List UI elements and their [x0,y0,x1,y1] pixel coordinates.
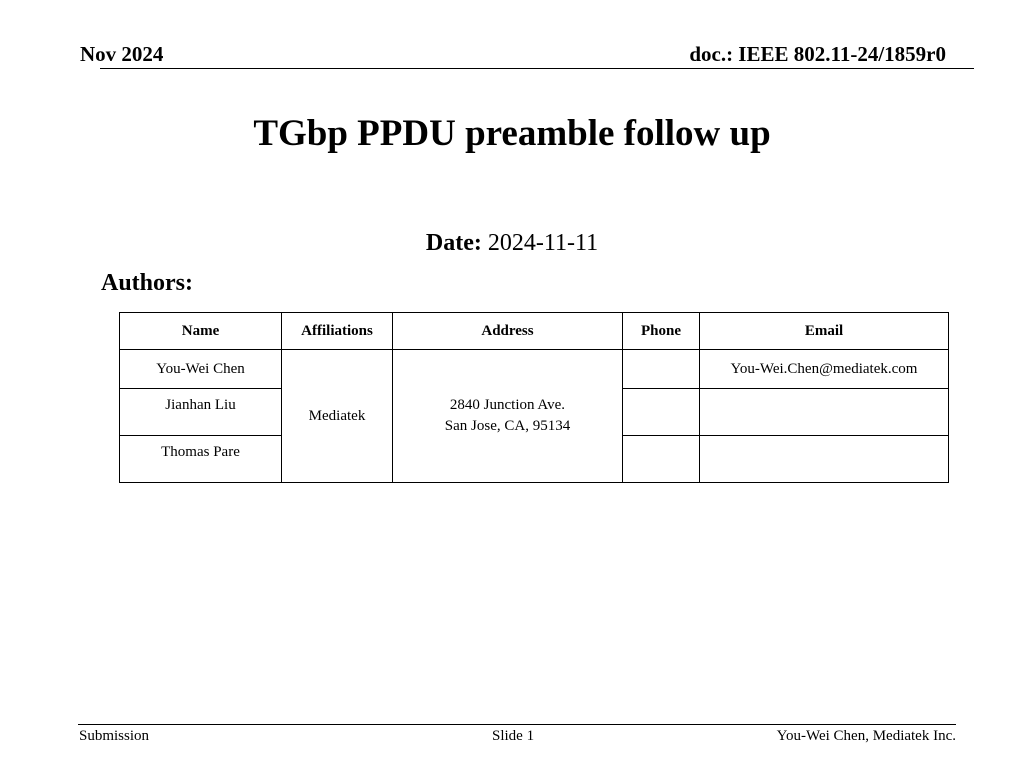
footer-submission: Submission [79,728,150,744]
header-date: Nov 2024 [80,42,164,66]
column-header-affiliations: Affiliations [282,313,393,350]
affiliation-cell: Mediatek [282,350,393,483]
phone-cell [623,389,700,436]
date-line [0,230,1024,257]
header-doc-id: doc.: IEEE 802.11-24/1859r0 [689,42,946,66]
header-divider [100,68,974,69]
column-header-address: Address [393,313,623,350]
footer-divider [78,724,956,725]
footer-author: You-Wei Chen, Mediatek Inc. [776,728,956,744]
slide-title: TGbp PPDU preamble follow up [253,113,771,154]
author-name-cell: You-Wei Chen [120,350,282,389]
column-header-phone: Phone [623,313,700,350]
email-cell [700,436,949,483]
date-label: Date: [425,230,482,256]
authors-table [119,312,949,483]
footer-slide-number: Slide 1 [492,728,535,744]
phone-cell [623,350,700,389]
column-header-email: Email [700,313,949,350]
date-value: 2024-11-11 [487,230,599,256]
phone-cell [623,436,700,483]
address-line-1: 2840 Junction Ave. [449,397,566,413]
table-row [120,350,949,389]
author-name-cell: Jianhan Liu [120,389,282,436]
author-name-cell: Thomas Pare [120,436,282,483]
email-cell: You-Wei.Chen@mediatek.com [700,350,949,389]
column-header-name: Name [120,313,282,350]
address-line-2: San Jose, CA, 95134 [444,418,571,434]
authors-label: Authors: [101,270,194,296]
email-cell [700,389,949,436]
address-cell [393,350,623,483]
table-header-row [120,313,949,350]
